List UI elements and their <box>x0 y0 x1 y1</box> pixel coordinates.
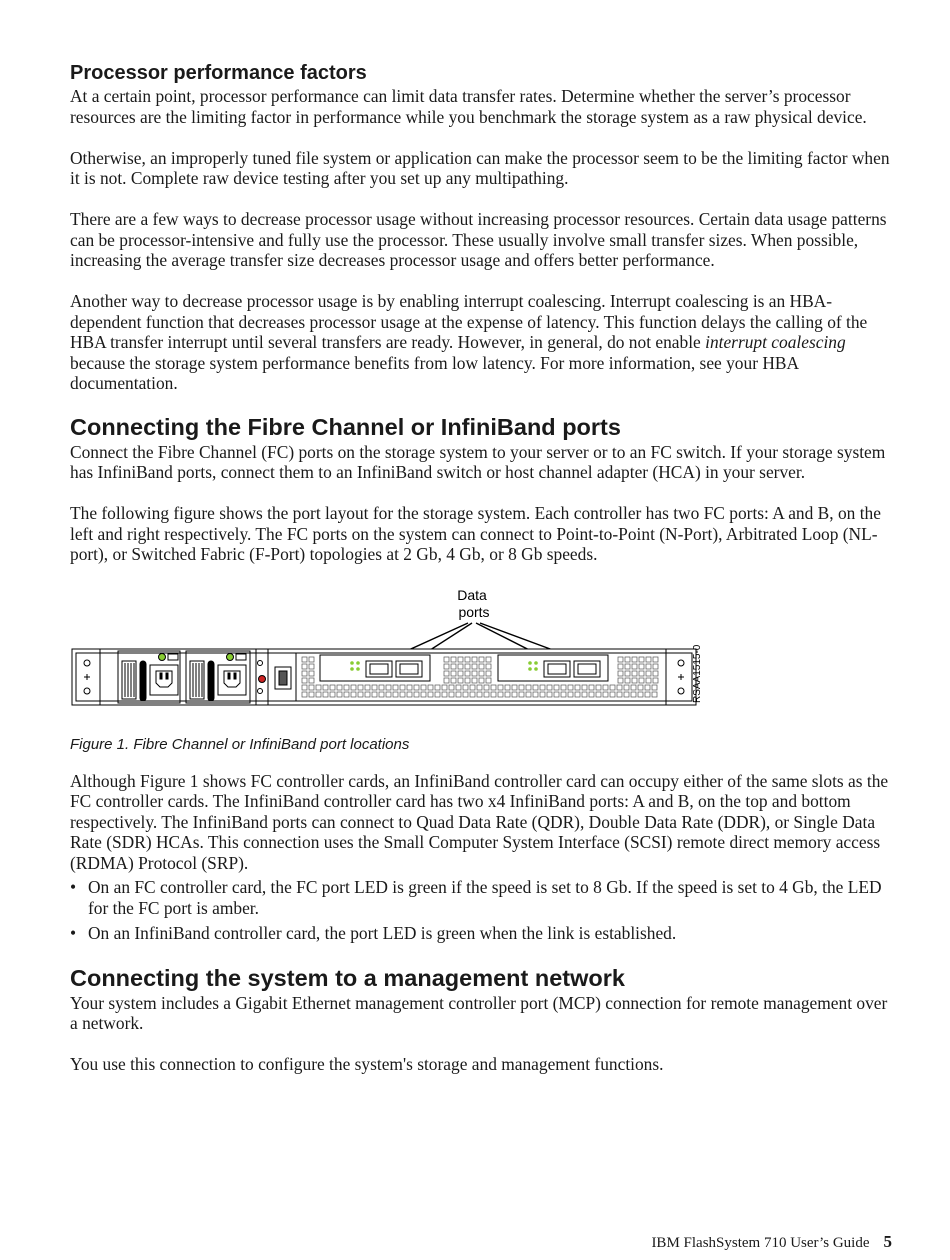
footer-title: IBM FlashSystem 710 User’s Guide <box>651 1235 870 1251</box>
page-footer <box>651 1232 892 1252</box>
paragraph: At a certain point, processor performance can limit data transfer rates. Determine whether the server’s processor resources are the limiting factor in performance while you benchmark the storage system as a raw physical device. <box>70 86 867 127</box>
paragraph <box>70 291 895 394</box>
document-page <box>70 58 895 1075</box>
heading-processor-performance: Processor performance factors <box>70 62 367 84</box>
figure-port-locations <box>70 583 895 733</box>
text-run: Another way to decrease processor usage is by enabling interrupt coalescing. Interrupt coalescing is an HBA-dependent function that decreases processor usage at the expense of latency. This function delays the calling of the HBA transfer interrupt until several transfers are ready. However, in general, do not enable <box>70 291 868 352</box>
callout-label-line1: Data <box>457 586 487 603</box>
figure-side-code: RSAA1515-0 <box>692 644 703 703</box>
heading-management-network: Connecting the system to a management network <box>70 964 625 991</box>
rear-panel-diagram <box>70 583 730 733</box>
heading-fibre-channel: Connecting the Fibre Channel or InfiniBand ports <box>70 413 621 440</box>
paragraph: Your system includes a Gigabit Ethernet management controller port (MCP) connection for remote management over a network. <box>70 992 888 1033</box>
list-item: • On an InfiniBand controller card, the port LED is green when the link is established. <box>70 923 895 944</box>
paragraph: The following figure shows the port layout for the storage system. Each controller has two FC ports: A and B, on the left and right respectively. The FC ports on the system can connect to Point-to-Point (N-Port), Arbitrated Loop (NL-port), or Switched Fabric (F-Port) topologies at 2 Gb, 4 Gb, or 8 Gb speeds. <box>70 503 881 564</box>
italic-term: interrupt coalescing <box>705 332 846 352</box>
callout-label-line2: ports <box>458 603 490 620</box>
list-item: • On an FC controller card, the FC port LED is green if the speed is set to 8 Gb. If the speed is set to 4 Gb, the LED for the FC port is amber. <box>70 877 895 918</box>
controller-card-1 <box>320 655 430 681</box>
paragraph: Although Figure 1 shows FC controller cards, an InfiniBand controller card can occupy either of the same slots as the FC controller cards. The InfiniBand controller card has two x4 InfiniBand ports: A and B, on the top and bottom respectively. The InfiniBand ports can connect to Quad Data Rate (QDR), Double Data Rate (DDR), or Single Data Rate (SDR) HCAs. This connection uses the Small Computer System Interface (SCSI) remote direct memory access (RDMA) Protocol (SRP). <box>70 770 889 873</box>
paragraph: You use this connection to configure the system's storage and management functions. <box>70 1054 664 1074</box>
paragraph: There are a few ways to decrease processor usage without increasing processor resources. Certain data usage patterns can be processor-intensive and fully use the processor. These usually involve small transfer sizes. When possible, increasing the average transfer size decreases processor usage and offers better performance. <box>70 209 887 270</box>
text-run: because the storage system performance benefits from low latency. For more information, see your HBA documentation. <box>70 352 799 393</box>
page-number: 5 <box>883 1232 892 1251</box>
paragraph: Connect the Fibre Channel (FC) ports on the storage system to your server or to an FC switch. If your storage system has InfiniBand ports, connect them to an InfiniBand switch or host channel adapter (HCA) in your server. <box>70 441 886 482</box>
bullet-list <box>70 877 895 944</box>
controller-card-2 <box>498 655 608 681</box>
figure-caption: Figure 1. Fibre Channel or InfiniBand port locations <box>70 735 410 753</box>
paragraph: Otherwise, an improperly tuned file system or application can make the processor seem to be the limiting factor when it is not. Complete raw device testing after you set up any multipathing. <box>70 147 890 188</box>
